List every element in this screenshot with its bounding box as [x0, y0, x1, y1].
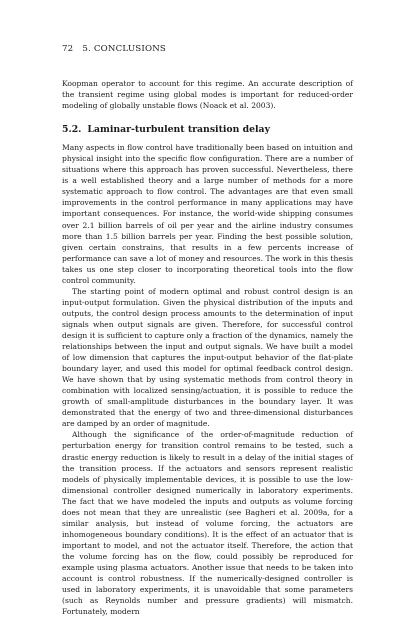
paragraph-2: The starting point of modern optimal and robust control design is an input-output formulation. Given the physical distribution of the inputs and outputs, the control design process amounts to the determination of input signals when output signals are given. Therefore, for successful control design it is sufficient to capture only a fraction of the dynamics, namely the relationships between the input and output signals. We have built a model of low dimension that captures the input-output behavior of the flat-plate boundary layer, and used this model for optimal feedback control design. We have shown that by using systematic methods from control theory in combination with localized sensing/actuation, it is possible to reduce the growth of small-amplitude disturbances in the boundary layer. It was demonstrated that the energy of two and three-dimensional disturbances are damped by an order of magnitude.: [62, 286, 353, 429]
body-text: [62, 78, 353, 617]
running-header: [62, 44, 352, 54]
section-title: Laminar-turbulent transition delay: [87, 124, 270, 136]
intro-paragraph: Koopman operator to account for this regime. An accurate description of the transient regime using global modes is important for reduced-order modeling of globally unstable flows (Noack et al. 2003).: [62, 79, 353, 111]
section-number: 5.2.: [62, 124, 82, 136]
paragraph-3: Although the significance of the order-of-magnitude reduction of perturbation energy for transition control remains to be tested, such a drastic energy reduction is likely to result in a delay of the initial stages of the transition process. If the actuators and sensors represent realistic models of physically implementable devices, it is possible to use the low-dimensional controller designed numerically in laboratory experiments. The fact that we have modeled the inputs and outputs as volume forcing does not mean that they are unrealistic (see Bagheri et al. 2009a, for a similar analysis, but instead of volume forcing, the actuators are inhomogeneous boundary conditions). It is the effect of an actuator that is important to model, and not the actuator itself. Therefore, the action that the volume forcing has on the flow, could possibly be reproduced for example using plasma actuators. Another issue that needs to be taken into account is control robustness. If the numerically-designed controller is used in laboratory experiments, it is unavoidable that some parameters (such as Reynolds number and pressure gradients) will mismatch. Fortunately, modern: [62, 430, 353, 617]
page-number: 72: [62, 44, 74, 54]
chapter-title: 5. CONCLUSIONS: [82, 44, 167, 54]
section-heading: [62, 124, 353, 135]
paragraph-1: Many aspects in flow control have traditionally been based on intuition and physical insight into the specific flow configuration. There are a number of situations where this approach has proven successful. Nevertheless, there is a well established theory and a large number of methods for a more systematic approach to flow control. The advantages are that even small improvements in the control performance in many applications may have important consequences. For instance, the world-wide shipping consumes over 2.1 billion barrels of oil per year and the airline industry consumes more than 1.5 billion barrels per year. Finding the best possible solution, given certain constrains, that results in a few percents increase of performance can save a lot of money and resources. The work in this thesis takes us one step closer to incorporating theoretical tools into the flow control community.: [62, 143, 353, 285]
